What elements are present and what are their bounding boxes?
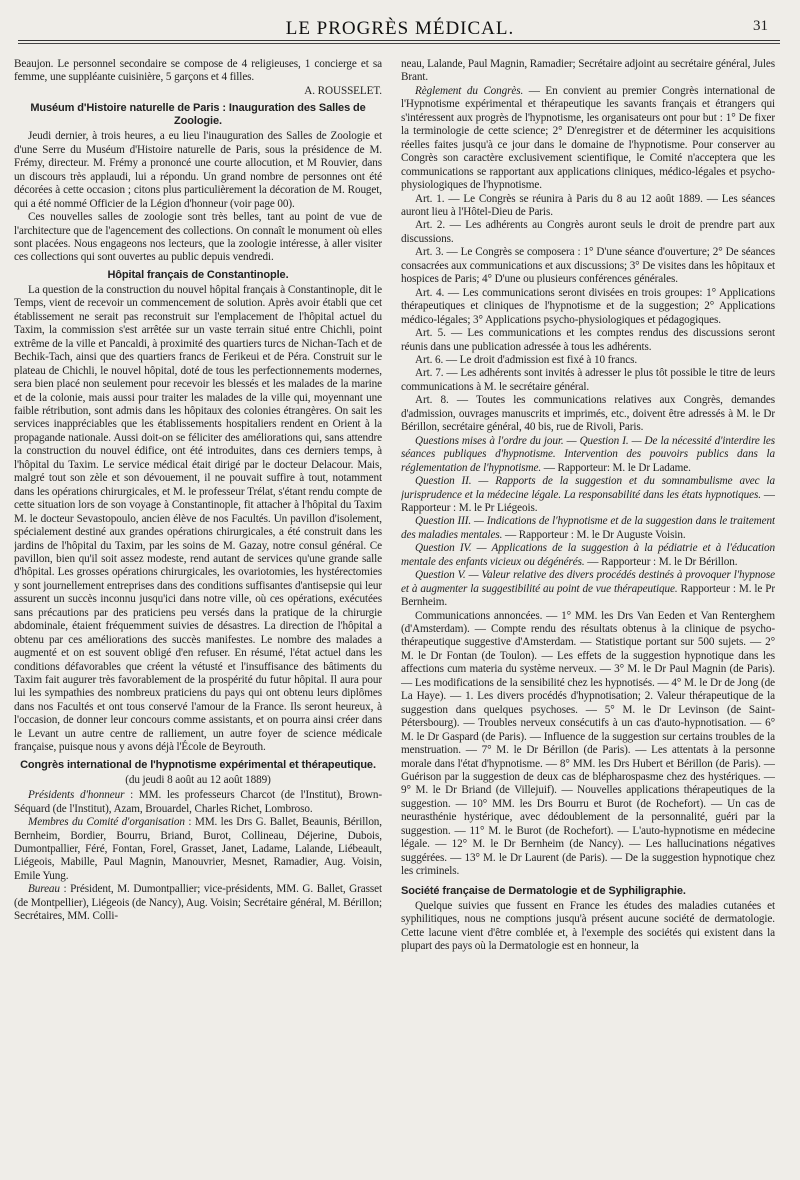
page-number: 31 [753,18,768,34]
communications-paragraph: Communications annoncées. — 1° MM. les Drs Van Eeden et Van Renterghem (d'Amsterdam). — Compte rendu des résultats obtenus à la clinique de psycho-thérapeutique suggestive d'Amsterdam. — Statistique portant sur 500 sujets. — 2° M. le Dr Fontan (de Toulon). — Les effets de la suggestion hypnotique dans les affections cum materia du système nerveux. — 3° M. le Dr Paul Magnin (de Paris). — Les modifications de la sensibilité chez les hypnotisés. — 4° M. le Dr de Jong (de La Haye). — 1. Les divers procédés d'hypnotisation; 2. Valeur thérapeutique de la suggestion dans quelques psychoses. — 5° M. le Dr Levinson (de Saint-Pétersbourg). — Troubles nerveux consécutifs à un cas d'auto-hypnotisation. — 6° M. le Dr Gaspard (de Paris). — Influence de la suggestion sur certains troubles de la menstruation. — 7° M. le Dr Bérillon (de Paris). — Les attentats à la personne morale dans l'état d'hypnotisme. — 8° MM. les Drs Hubert et Bérillon (de Paris). — Guérison par la suggestion de deux cas de blépharospasme chez des hystériques. — 9° M. le Dr Briand (de Villejuif). — Nouvelles applications thérapeutiques de la suggestion. — 10° MM. les Drs Bourru et Burot (de Rochefort). — Un cas de neurasthénie hystérique, avec dédoublement de la personnalité, guéri par la suggestion. — 11° M. le Burot (de Rochefort). — L'auto-hypnotisme en médecine légale. — 12° M. le Dr Bernheim (de Nancy). — Les hallucinations négatives suggérées. — 13° M. le Dr Laurent (de Paris). — De la suggestion hypnotique chez les criminels. [401,609,775,878]
question-2-rapporteur: — Rapporteur : M. le Pr Liégeois. [401,488,775,514]
article-5: Art. 5. — Les communications et les comptes rendus des discussions seront réunis dans une publication adressée à tous les adhérents. [401,327,775,353]
question-4 [401,542,775,569]
bureau-paragraph [14,883,382,923]
reglement-label: Règlement du Congrès. [415,84,524,97]
question-2 [401,475,775,515]
article-3: Art. 3. — Le Congrès se composera : 1° D'une séance d'ouverture; 2° De séances consacrées aux communications et aux discussions; 3° De visites dans les hôpitaux et hospices de Paris; 4° D'une ou plusieurs conférences générales. [401,246,775,286]
question-3-text: Question III. — Indications de l'hypnotisme et de la suggestion dans le traitement des maladies mentales. [401,515,775,541]
intro-paragraph: Beaujon. Le personnel secondaire se compose de 4 religieuses, 1 concierge et sa femme, une suppléante cuisinière, 5 garçons et 4 filles. [14,58,382,84]
presidents-paragraph [14,789,382,816]
question-3-rapporteur: — Rapporteur : M. le Dr Auguste Voisin. [502,528,686,541]
article-7: Art. 7. — Les adhérents sont invités à adresser le plus tôt possible le titre de leurs communications à M. le secrétaire général. [401,367,775,393]
membres-text: : MM. les Drs G. Ballet, Beaunis, Bérillon, Bernheim, Bordier, Bourru, Briand, Burot, Collineau, Déjerine, Dubois, Dumontpallier, Féré, Fontan, Forel, Grasset, Janet, Ladame, Lalande, Liébeault, Liégeois, Mabille, Paul Magnin, Manouvrier, Mesnet, Ramadier, Aug. Voisin, Emile Yung. [14,816,382,882]
question-4-text: Question IV. — Applications de la suggestion à la pédiatrie et à l'éducation mentale des enfants vicieux ou dégénérés. [401,542,775,568]
societe-heading: Société française de Dermatologie et de Syphiligraphie. [401,884,686,897]
congres-heading: Congrès international de l'hypnotisme expérimental et thérapeutique. [20,758,376,771]
question-4-rapporteur: — Rapporteur : M. le Dr Bérillon. [584,555,738,568]
article-6: Art. 6. — Le droit d'admission est fixé à 10 francs. [415,353,638,366]
museum-heading: Muséum d'Histoire naturelle de Paris : Inauguration des Salles de Zoologie. [30,102,366,128]
museum-paragraph-1: Jeudi dernier, à trois heures, a eu lieu l'inauguration des Salles de Zoologie et d'une Serre du Muséum d'Histoire naturelle de Paris, sous la présidence de M. Frémy, directeur. M. Frémy a prononcé une courte allocution, et M Rouvier, dans un discours très applaudi, lui a répondu. Un grand nombre de personnes ont été décorées à cette occasion ; citons plus particulièrement la décoration de M. Rouget, qui a été nommé Officier de la Légion d'honneur (voir page 00). [14,130,382,210]
question-2-text: Question II. — Rapports de la suggestion et du somnambulisme avec la jurisprudence et la médecine légale. La responsabilité dans les états hypnotiques. [401,475,775,501]
reglement-text: — En convient au premier Congrès international de l'Hypnotisme expérimental et thérapeutique les savants français et étrangers qui s'intéressent aux progrès de l'hypnotisme, les organisateurs ont pour but : 1° De fixer la terminologie de cette science; 2° D'enregistrer et de déterminer les acquisitions réelles faites jusqu'à ce jour dans le domaine de l'hypnotisme. Pour conserver au Congrès son caractère exclusivement scientifique, le Comité n'acceptera que les communications se rapportant aux applications cliniques, médico-légales et psycho-physiologiques de l'hypnotisme. [401,84,775,192]
reglement-paragraph [401,85,775,193]
hopital-paragraph: La question de la construction du nouvel hôpital français à Constantinople, dit le Temps, vient de recevoir un commencement de solution. Après avoir établi que cet établissement ne serait pas reconstruit sur l'emplacement de l'hôpital actuel du Taxim, la commission s'est arrêtée sur un vaste terrain situé entre Chichli, point extrême de la ville et Pancaldi, à proximité des quartiers turcs de Nichan-Tach et de Bechik-Tach, ainsi que des quartiers francs de Ferikeui et de Péra. Construit sur le plateau de Chichli, le nouvel hôpital, doté de tous les perfectionnements modernes, sera bien placé non seulement pour recevoir les blessés et les malades de la marine et de la colonie, mais aussi pour traiter les malades de la ville qui, moyennant une faible rétribution, sont admis dans les hôpitaux des colonies étrangères. On sait les services inappréciables que les établissements hospitaliers rendent en Orient à la propagande nationale. Aussi doit-on se féliciter des améliorations qui, sans attendre la construction du nouvel édifice, ont été introduites, dans ces derniers temps, à l'hôpital du Taxim. Le service médical était dirigé par le docteur Delacour. Mais, malgré tout son zèle et son dévouement, il ne pouvait suffire à tout, notamment dans les opérations chirurgicales, et M. le professeur Trélat, s'étant rendu compte de cette situation lors de son voyage à Constantinople, fit attacher à l'hôpital du Taxim M. le docteur Sevastopoulo, ancien élève de nos Facultés. Un pavillon d'isolement, spécialement destiné aux grandes opérations chirurgicales, a été construit dans les jardins de l'hôpital du Taxim, par les soins de M. Gazay, notre consul général. Ce pavillon, bien qu'il soit assez modeste, rend autant de services qu'une grande salle d'hôpital. Les grosses opérations chirurgicales, les ovariotomies, les hystérectomies y sont journellement entreprises dans des conditions suffisantes d'antisepsie qui leur assurent un succès inconnu jusqu'ici dans notre ville, où ces opérations, exécutées sans précautions par des praticiens peu versés dans la pratique de la chirurgie abdominale, étaient fréquemment suivies de désastres. La direction de l'hôpital a obtenu par ces améliorations des succès manifestes. Le nombre des malades a augmenté et on est souvent obligé d'en refuser. En résumé, l'état actuel dans les conditions défavorables que créent la vétusté et l'insuffisance des bâtiments du Taxim fait augurer très favorablement de la prospérité du futur hôpital. Il aura pour lui les sympathies des nombreux praticiens du pays qui ont obtenu leurs diplômes dans nos Facultés et ont tous conservé l'amour de la France. Ils seront heureux, à l'occasion, de donner leur concours comme assistants, et on pourra ainsi créer dans le Levant un autre centre de ralliement, un autre foyer de science médicale française, puisque nous y avons déjà l'École de Beyrouth. [14,283,382,754]
question-5-text: Question V. — Valeur relative des divers procédés destinés à provoquer l'hypnose et à augmenter la suggestibilité au point de vue thérapeutique. [401,569,775,595]
question-3 [401,515,775,542]
membres-label: Membres du Comité d'organisation [28,816,185,829]
right-column [401,58,775,1158]
bureau-text: : Président, M. Dumontpallier; vice-présidents, MM. G. Ballet, Grasset (de Montpellier), Liégeois (de Nancy), Aug. Voisin; Secrétaire général, M. Bérillon; Secrétaires, MM. Colli- [14,883,382,923]
question-5 [401,569,775,609]
intro-signature: A. ROUSSELET. [304,84,382,97]
header-rule-thick [18,40,780,41]
article-8: Art. 8. — Toutes les communications relatives aux Congrès, demandes d'admission, ouvrages manuscrits et imprimés, etc., doivent être adressés à M. le Dr Bérillon, secrétaire général, 40 bis, rue de Rivoli, Paris. [401,394,775,434]
question-5-rapporteur: Rapporteur : M. le Pr Bernheim. [401,582,775,609]
header-rule-thin [18,43,780,44]
article-2: Art. 2. — Les adhérents au Congrès auront seuls le droit de prendre part aux discussions. [401,219,775,245]
question-1 [401,435,775,475]
question-1-rapporteur: — Rapporteur: M. le Dr Ladame. [541,461,691,474]
museum-paragraph-2: Ces nouvelles salles de zoologie sont très belles, tant au point de vue de l'architecture que de l'agencement des collections. On connaît le monument où elles sont placées. Nous engageons nos lecteurs, que la zoologie intéresse, à aller visiter ces collections qui sont ouvertes au public depuis vendredi. [14,211,382,264]
hopital-heading: Hôpital français de Constantinople. [107,268,289,281]
societe-paragraph: Quelque suivies que fussent en France les études des maladies cutanées et syphilitiques, nous ne comptions jusqu'à présent aucune société de dermatologie. Cette lacune vient d'être comblée et, à l'exemple des sociétés qui existent dans la plupart des pays où la Dermatologie est en honneur, la [401,899,775,952]
membres-paragraph [14,816,382,883]
congres-date: (du jeudi 8 août au 12 août 1889) [125,773,271,786]
left-column [14,58,382,1158]
question-1-text: Questions mises à l'ordre du jour. — Question I. — De la nécessité d'interdire les séances publiques d'hypnotisme. Intervention des pouvoirs publics dans la réglementation de l'hypnotisme. [401,434,775,474]
presidents-label: Présidents d'honneur [28,789,125,802]
journal-title: LE PROGRÈS MÉDICAL. [285,18,515,39]
bureau-continuation: neau, Lalande, Paul Magnin, Ramadier; Secrétaire adjoint au secrétaire général, Jules Brant. [401,58,775,84]
presidents-text: : MM. les professeurs Charcot (de l'Institut), Brown-Séquard (de l'Institut), Azam, Brouardel, Charles Richet, Lombroso. [14,789,382,815]
article-4: Art. 4. — Les communications seront divisées en trois groupes: 1° Applications thérapeutiques et cliniques de l'hypnotisme et de la suggestion; 2° Applications médico-légales; 3° Applications psycho-physiologiques et pédagogiques. [401,286,775,326]
bureau-label: Bureau [28,883,60,896]
article-1: Art. 1. — Le Congrès se réunira à Paris du 8 au 12 août 1889. — Les séances auront lieu à l'Hôtel-Dieu de Paris. [401,192,775,218]
